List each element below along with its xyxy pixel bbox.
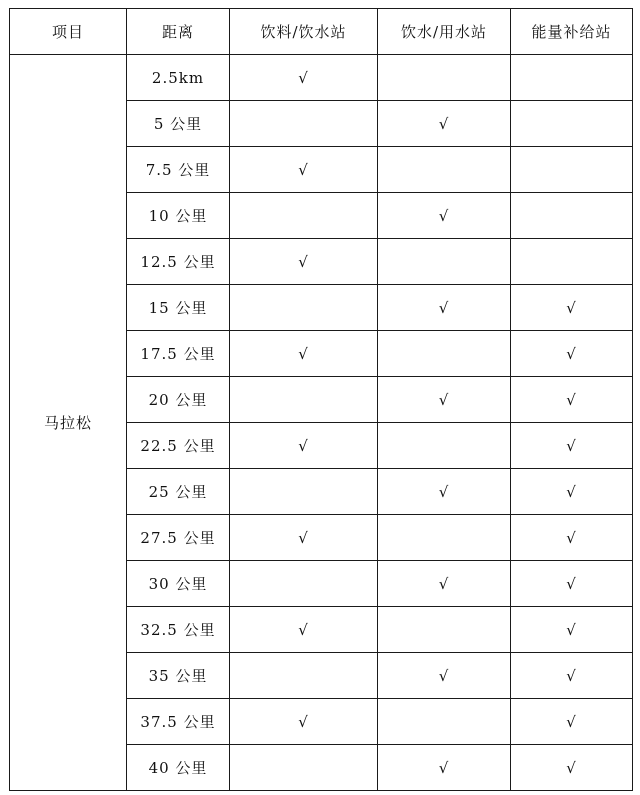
- water-station-cell: √: [378, 193, 511, 239]
- distance-cell: 40 公里: [127, 745, 230, 791]
- water-station-cell: √: [378, 561, 511, 607]
- distance-cell: 17.5 公里: [127, 331, 230, 377]
- distance-cell: 10 公里: [127, 193, 230, 239]
- header-water-station: 饮水/用水站: [378, 9, 511, 55]
- header-project: 项目: [10, 9, 127, 55]
- distance-cell: 30 公里: [127, 561, 230, 607]
- water-station-cell: √: [378, 377, 511, 423]
- header-drink-station: 饮料/饮水站: [230, 9, 378, 55]
- supply-station-table: [9, 8, 633, 791]
- energy-station-cell: √: [511, 423, 633, 469]
- distance-cell: 12.5 公里: [127, 239, 230, 285]
- distance-cell: 7.5 公里: [127, 147, 230, 193]
- water-station-cell: √: [378, 745, 511, 791]
- distance-cell: 20 公里: [127, 377, 230, 423]
- energy-station-cell: √: [511, 653, 633, 699]
- table-header-row: [10, 9, 633, 55]
- distance-cell: 25 公里: [127, 469, 230, 515]
- drink-station-cell: [230, 469, 378, 515]
- energy-station-cell: [511, 55, 633, 101]
- distance-cell: 35 公里: [127, 653, 230, 699]
- drink-station-cell: [230, 193, 378, 239]
- water-station-cell: [378, 515, 511, 561]
- distance-cell: 22.5 公里: [127, 423, 230, 469]
- water-station-cell: √: [378, 469, 511, 515]
- energy-station-cell: √: [511, 745, 633, 791]
- water-station-cell: [378, 147, 511, 193]
- energy-station-cell: √: [511, 561, 633, 607]
- drink-station-cell: √: [230, 607, 378, 653]
- energy-station-cell: [511, 101, 633, 147]
- drink-station-cell: √: [230, 55, 378, 101]
- water-station-cell: [378, 423, 511, 469]
- water-station-cell: √: [378, 101, 511, 147]
- water-station-cell: √: [378, 653, 511, 699]
- drink-station-cell: √: [230, 147, 378, 193]
- drink-station-cell: √: [230, 515, 378, 561]
- energy-station-cell: √: [511, 285, 633, 331]
- distance-cell: 5 公里: [127, 101, 230, 147]
- header-distance: 距离: [127, 9, 230, 55]
- project-cell: 马拉松: [10, 55, 127, 791]
- distance-cell: 15 公里: [127, 285, 230, 331]
- energy-station-cell: [511, 147, 633, 193]
- energy-station-cell: [511, 193, 633, 239]
- water-station-cell: [378, 55, 511, 101]
- drink-station-cell: [230, 745, 378, 791]
- energy-station-cell: √: [511, 607, 633, 653]
- distance-cell: 2.5km: [127, 55, 230, 101]
- energy-station-cell: √: [511, 377, 633, 423]
- energy-station-cell: [511, 239, 633, 285]
- drink-station-cell: √: [230, 423, 378, 469]
- water-station-cell: [378, 607, 511, 653]
- drink-station-cell: [230, 561, 378, 607]
- drink-station-cell: √: [230, 699, 378, 745]
- energy-station-cell: √: [511, 331, 633, 377]
- energy-station-cell: √: [511, 469, 633, 515]
- energy-station-cell: √: [511, 515, 633, 561]
- drink-station-cell: [230, 377, 378, 423]
- distance-cell: 37.5 公里: [127, 699, 230, 745]
- water-station-cell: [378, 331, 511, 377]
- distance-cell: 32.5 公里: [127, 607, 230, 653]
- drink-station-cell: [230, 101, 378, 147]
- drink-station-cell: √: [230, 331, 378, 377]
- header-energy-station: 能量补给站: [511, 9, 633, 55]
- drink-station-cell: [230, 285, 378, 331]
- distance-cell: 27.5 公里: [127, 515, 230, 561]
- drink-station-cell: [230, 653, 378, 699]
- drink-station-cell: √: [230, 239, 378, 285]
- water-station-cell: [378, 239, 511, 285]
- water-station-cell: √: [378, 285, 511, 331]
- energy-station-cell: √: [511, 699, 633, 745]
- water-station-cell: [378, 699, 511, 745]
- table-row: [10, 55, 633, 101]
